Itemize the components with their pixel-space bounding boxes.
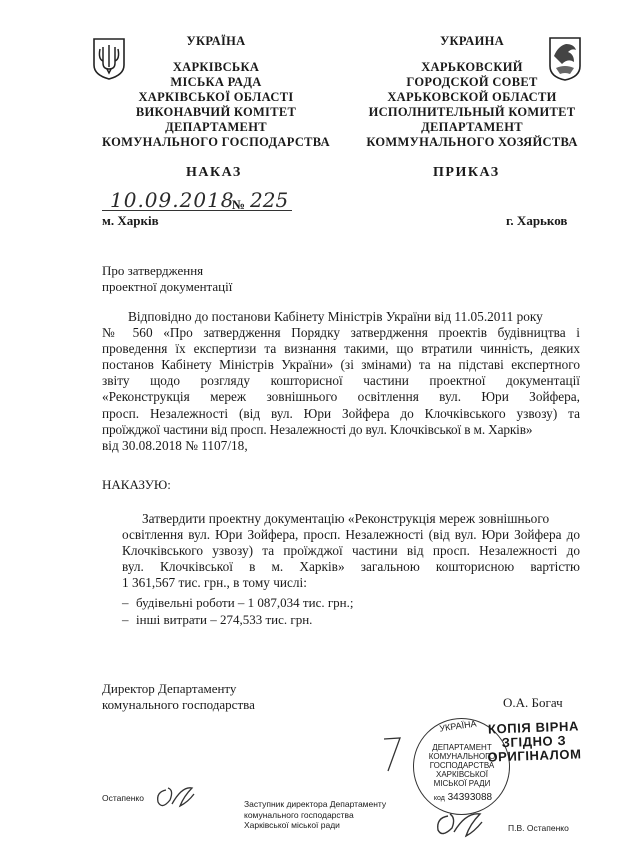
subject-line: Про затвердження [102, 263, 204, 278]
right-doc-type: ПРИКАЗ [433, 165, 500, 180]
signature-title-line: Директор Департаменту [102, 681, 237, 696]
order-date: 10.09.2018 [110, 188, 235, 212]
copy-stamp-line: ОРИГІНАЛОМ [487, 746, 582, 765]
deputy-signature [430, 806, 486, 842]
left-header-line: МІСЬКА РАДА [170, 75, 262, 89]
left-city: м. Харків [102, 213, 159, 228]
right-country: УКРАИНА [440, 34, 504, 48]
stamp-code-label: код [433, 795, 445, 802]
left-header-line: ВИКОНАВЧИЙ КОМІТЕТ [135, 105, 297, 119]
stamp-line: КОМУНАЛЬНОГО [428, 752, 496, 761]
order-line: вул. Клочківської в м. Харків» загальною кошторисною вартістю [122, 559, 580, 575]
left-header-line: КОМУНАЛЬНОГО ГОСПОДАРСТВА [102, 135, 330, 149]
right-header-line: КОММУНАЛЬНОГО ХОЗЯЙСТВА [366, 135, 578, 149]
right-header [352, 34, 592, 150]
left-country: УКРАЇНА [186, 34, 246, 48]
left-header-line: ХАРКІВСЬКА [172, 60, 260, 74]
order-line: Затвердити проектну документацію «Реконструкція мереж зовнішнього [142, 511, 550, 526]
right-header-line: ДЕПАРТАМЕНТ [421, 120, 523, 134]
order-number: 225 [250, 188, 289, 212]
copy-stamp-line: ЗГІДНО З [501, 732, 567, 751]
left-header [96, 34, 336, 150]
order-text [122, 511, 580, 591]
deputy-block [244, 799, 386, 831]
executor-signature [152, 782, 198, 812]
number-label: № [232, 197, 246, 212]
stamp-line: МІСЬКОЇ РАДИ [433, 779, 491, 788]
signer-name: О.А. Богач [503, 695, 563, 710]
order-line: Клочківського узвозу) та проїжджої частини від просп. Незалежності до [122, 543, 580, 559]
deputy-line: Харківської міської ради [244, 820, 340, 830]
left-doc-type: НАКАЗ [186, 165, 242, 180]
left-header-line: ДЕПАРТАМЕНТ [165, 120, 267, 134]
list-item [122, 611, 353, 628]
copy-stamp-line: КОПІЯ ВІРНА [487, 718, 580, 737]
preamble-line: проїжджої частини від просп. Незалежності до вул. Клочківської в м. Харків» [102, 421, 533, 437]
director-signature [378, 735, 408, 775]
right-header-line: ХАРЬКОВСКИЙ [421, 60, 523, 74]
preamble-line: просп. Незалежності (від вул. Юри Зойфера до Клочківського узвозу) та [102, 405, 580, 421]
preamble-line: № 560 «Про затвердження Порядку затвердження проектів будівництва і [102, 325, 580, 341]
cost-list [122, 594, 353, 628]
preamble-line: постанов Кабінету Міністрів України» (зі змінами) та на підставі експертного [102, 357, 580, 373]
right-header-line: ХАРЬКОВСКОЙ ОБЛАСТИ [387, 90, 557, 104]
preamble-line: звіту щодо розгляду кошторисної частини проектної документації [102, 373, 580, 389]
list-item [122, 594, 353, 611]
preamble [102, 309, 580, 454]
preamble-line: від 30.08.2018 № 1107/18, [102, 437, 248, 453]
signature-title [102, 681, 255, 713]
signature-title-line: комунального господарства [102, 697, 255, 712]
preamble-line: Відповідно до постанови Кабінету Міністрів України від 11.05.2011 року [128, 309, 543, 324]
left-header-line: ХАРКІВСЬКОЇ ОБЛАСТІ [138, 90, 294, 104]
order-line: 1 361,567 тис. грн., в тому числі: [122, 575, 307, 591]
executor-name: Остапенко [102, 793, 144, 803]
stamp-line: ГОСПОДАРСТВА [429, 761, 495, 770]
list-bullet: – [122, 612, 129, 627]
copy-certified-stamp [485, 719, 582, 764]
right-header-line: ИСПОЛНИТЕЛЬНЫЙ КОМИТЕТ [368, 105, 576, 119]
right-header-line: ГОРОДСКОЙ СОВЕТ [406, 75, 538, 89]
preamble-line: проведення їх експертизи та визнання такими, що втратили чинність, деяких [102, 341, 580, 357]
order-line: освітлення вул. Юри Зойфера, просп. Незалежності (від вул. Юри Зойфера до [122, 527, 580, 543]
deputy-name: П.В. Остапенко [508, 823, 569, 833]
right-city: г. Харьков [506, 213, 568, 228]
preamble-line: «Реконструкція мереж зовнішнього освітлення вул. Юри Зойфера, [102, 389, 580, 405]
subject-line: проектної документації [102, 279, 233, 294]
list-item-text: інші витрати – 274,533 тис. грн. [136, 612, 313, 627]
list-item-text: будівельні роботи – 1 087,034 тис. грн.; [136, 595, 354, 610]
stamp-line: ХАРКІВСЬКОЇ [435, 770, 488, 779]
subject [102, 263, 232, 295]
deputy-line: Заступник директора Департаменту [244, 799, 387, 809]
stamp-code [428, 793, 498, 803]
stamp-top-text: УКРАЇНА [438, 718, 478, 734]
order-word: НАКАЗУЮ: [102, 477, 171, 492]
list-bullet: – [122, 595, 129, 610]
stamp-code-value: 34393088 [447, 792, 493, 803]
stamp-line: ДЕПАРТАМЕНТ [432, 743, 492, 752]
deputy-line: комунального господарства [244, 809, 354, 820]
